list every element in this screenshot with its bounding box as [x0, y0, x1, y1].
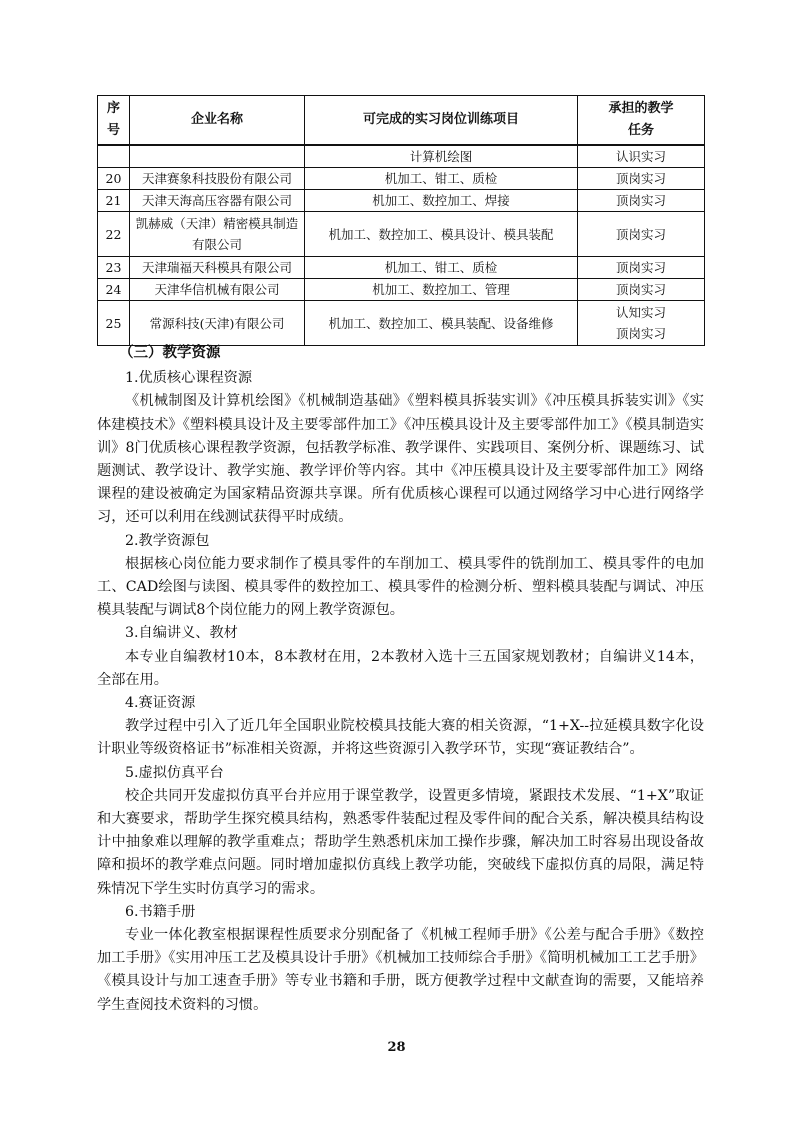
cell-company: 天津瑞福天科模具有限公司 [130, 257, 305, 279]
cell-teaching-task: 顶岗实习 [578, 212, 705, 257]
resource-heading: 4.赛证资源 [125, 695, 196, 712]
table-row [98, 279, 705, 301]
header-index: 序 号 [98, 96, 130, 146]
table-row [98, 168, 705, 190]
cell-teaching-task: 认识实习 [578, 145, 705, 168]
cell-company: 常源科技(天津)有限公司 [130, 301, 305, 346]
cell-training-items: 机加工、数控加工、模具装配、设备维修 [305, 301, 578, 346]
cell-index: 21 [98, 190, 130, 212]
table-body [98, 145, 705, 346]
cell-training-items: 机加工、钳工、质检 [305, 168, 578, 190]
cell-index [98, 145, 130, 168]
cell-company: 天津赛象科技股份有限公司 [130, 168, 305, 190]
cell-training-items: 机加工、数控加工、模具设计、模具装配 [305, 212, 578, 257]
resource-paragraph: 教学过程中引入了近几年全国职业院校模具技能大赛的相关资源，“1+X--拉延模具数字化设计职业等级资格证书”标准相关资源，并将这些资源引入教学环节，实现“赛证教结合”。 [97, 718, 704, 758]
header-teaching-task: 承担的教学 任务 [578, 96, 705, 146]
cell-index: 23 [98, 257, 130, 279]
table-row [98, 301, 705, 346]
cell-teaching-task: 顶岗实习 [578, 257, 705, 279]
table-row [98, 190, 705, 212]
page-number: 28 [387, 1040, 406, 1055]
resource-paragraph: 校企共同开发虚拟仿真平台并应用于课堂教学，设置更多情境，紧跟技术发展、“1+X”取证和大赛要求，帮助学生探究模具结构，熟悉零件装配过程及零件间的配合关系，解决模具结构设计中抽象难以理解的教学重难点；帮助学生熟悉机床加工操作步骤，解决加工时容易出现设备故障和损坏的教学难点问题。同时增加虚拟仿真线上教学功能，突破线下虚拟仿真的局限，满足特殊情况下学生实时仿真学习的需求。 [97, 787, 704, 897]
table-row [98, 145, 705, 168]
table-row [98, 212, 705, 257]
cell-training-items: 计算机绘图 [305, 145, 578, 168]
cell-company [130, 145, 305, 168]
resource-paragraph: 专业一体化教室根据课程性质要求分别配备了《机械工程师手册》《公差与配合手册》《数控加工手册》《实用冲压工艺及模具设计手册》《机械加工技师综合手册》《简明机械加工工艺手册》《模具设计与加工速查手册》等专业书籍和手册，既方便教学过程中文献查询的需要，又能培养学生查阅技术资料的习惯。 [97, 927, 704, 1013]
cell-teaching-task: 认知实习 顶岗实习 [578, 301, 705, 346]
resource-paragraph: 本专业自编教材10本，8本教材在用，2本教材入选十三五国家规划教材；自编讲义14本，全部在用。 [97, 648, 704, 688]
cell-teaching-task: 顶岗实习 [578, 279, 705, 301]
resource-heading: 3.自编讲义、教材 [125, 625, 238, 642]
cell-company: 天津天海高压容器有限公司 [130, 190, 305, 212]
header-training-items: 可完成的实习岗位训练项目 [305, 96, 578, 146]
resource-paragraph: 《机械制图及计算机绘图》《机械制造基础》《塑料模具拆装实训》《冲压模具拆装实训》《实体建模技术》《塑料模具设计及主要零部件加工》《冲压模具设计及主要零部件加工》《模具制造实训》8门优质核心课程教学资源，包括教学标准、教学课件、实践项目、案例分析、课题练习、试题测试、教学设计、教学实施、教学评价等内容。其中《冲压模具设计及主要零部件加工》网络课程的建设被确定为国家精品资源共享课。所有优质核心课程可以通过网络学习中心进行网络学习，还可以利用在线测试获得平时成绩。 [97, 393, 704, 526]
internship-table [97, 95, 705, 346]
cell-teaching-task: 顶岗实习 [578, 168, 705, 190]
table-header-row [98, 96, 705, 146]
resource-heading: 5.虚拟仿真平台 [125, 764, 224, 781]
table-row [98, 257, 705, 279]
cell-company: 天津华信机械有限公司 [130, 279, 305, 301]
header-company: 企业名称 [130, 96, 305, 146]
cell-training-items: 机加工、数控加工、管理 [305, 279, 578, 301]
cell-index: 24 [98, 279, 130, 301]
teaching-resources-section [97, 342, 704, 1017]
cell-index: 22 [98, 212, 130, 257]
resource-heading: 2.教学资源包 [125, 532, 210, 549]
cell-training-items: 机加工、钳工、质检 [305, 257, 578, 279]
cell-training-items: 机加工、数控加工、焊接 [305, 190, 578, 212]
resource-heading: 6.书籍手册 [125, 903, 196, 920]
resource-heading: 1.优质核心课程资源 [125, 370, 253, 387]
cell-teaching-task: 顶岗实习 [578, 190, 705, 212]
cell-index: 20 [98, 168, 130, 190]
resource-paragraph: 根据核心岗位能力要求制作了模具零件的车削加工、模具零件的铣削加工、模具零件的电加工、CAD绘图与读图、模具零件的数控加工、模具零件的检测分析、塑料模具装配与调试、冲压模具装配与调试8个岗位能力的网上教学资源包。 [97, 555, 704, 619]
section-title: （三）教学资源 [119, 345, 221, 361]
resource-items [97, 367, 704, 1017]
cell-index: 25 [98, 301, 130, 346]
cell-company: 凯赫威（天津）精密模具制造 有限公司 [130, 212, 305, 257]
